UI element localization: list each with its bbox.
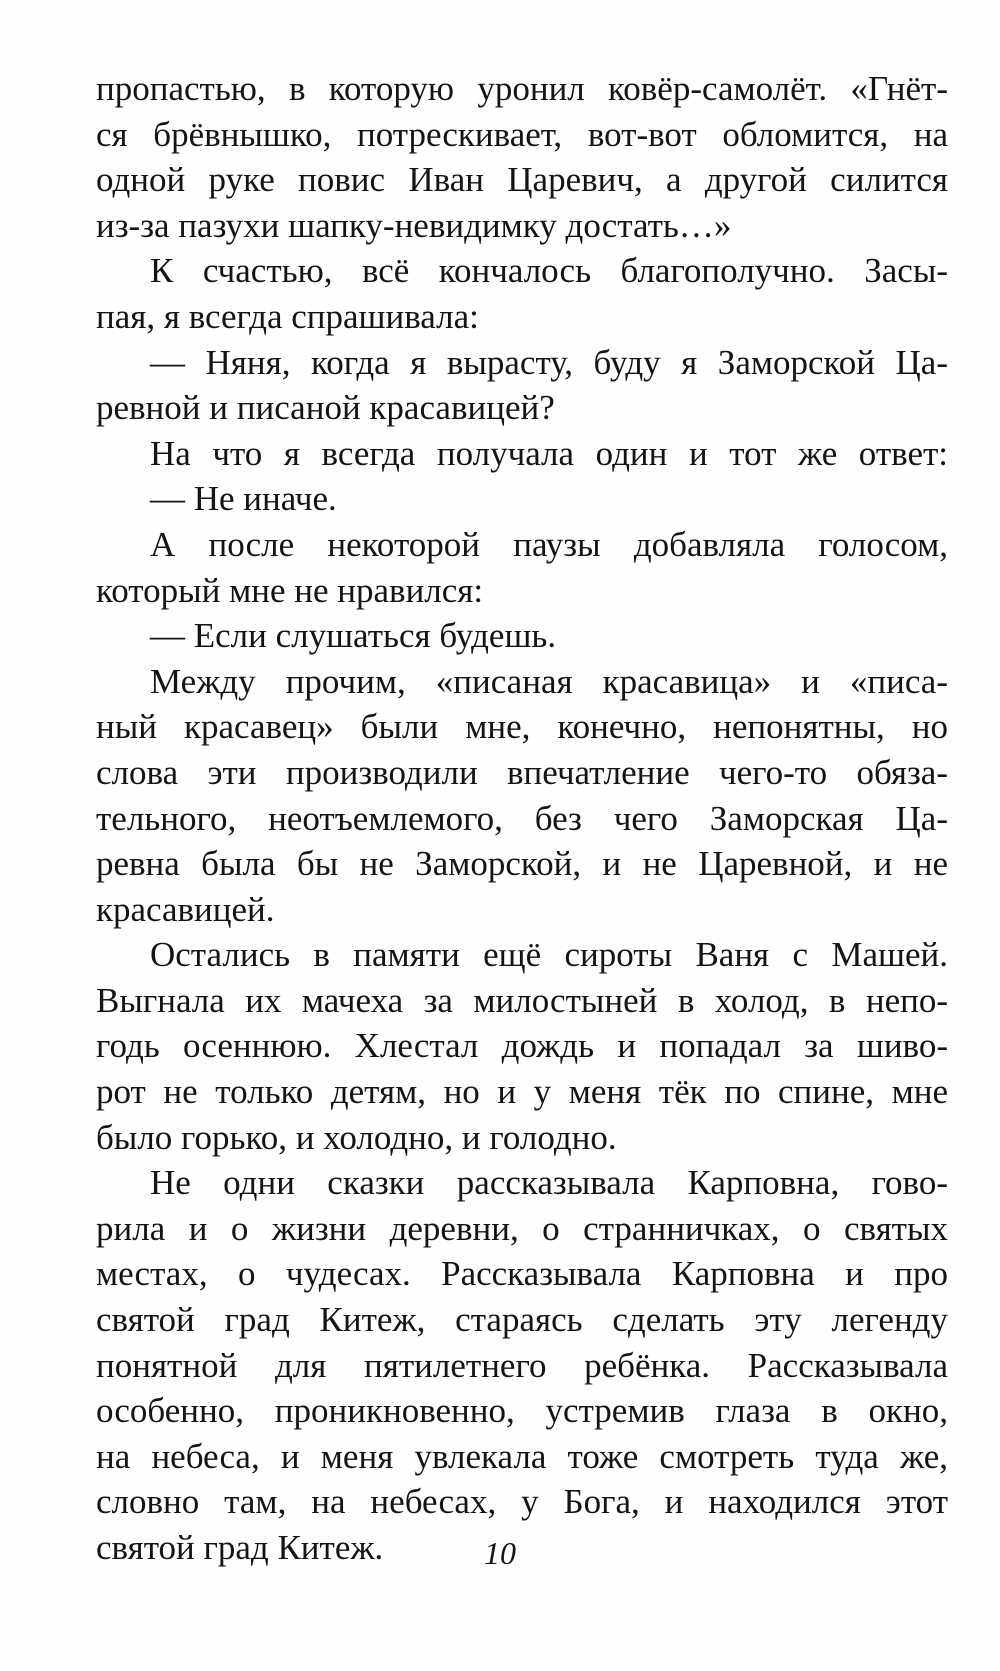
text-line: одной руке повис Иван Царевич, а другой силится (96, 160, 948, 200)
text-line: ревна была бы не Заморской, и не Царевной, и не (96, 844, 948, 884)
text-line: который мне не нравился: (96, 570, 484, 610)
text-line: На что я всегда получала один и тот же ответ: (150, 433, 948, 473)
text-line: Остались в памяти ещё сироты Ваня с Машей. (150, 935, 948, 975)
body-text (96, 66, 948, 1571)
text-line: из-за пазухи шапку-невидимку достать…» (96, 205, 732, 245)
text-line: — Не иначе. (150, 479, 337, 519)
text-line: годь осеннюю. Хлестал дождь и попадал за шиво- (96, 1026, 948, 1066)
text-line: Не одни сказки рассказывала Карповна, гово- (150, 1163, 948, 1203)
text-line: словно там, на небесах, у Бога, и находился этот (96, 1482, 948, 1522)
text-line: — Если слушаться будешь. (150, 616, 557, 656)
page-number: 10 (484, 1535, 516, 1571)
text-line: на небеса, и меня увлекала тоже смотреть туда же, (96, 1436, 948, 1476)
text-line: А после некоторой паузы добавляла голосом, (150, 524, 948, 564)
text-line: К счастью, всё кончалось благополучно. Засы- (150, 251, 948, 291)
text-line: Выгнала их мачеха за милостыней в холод, в непо- (96, 980, 948, 1020)
text-line: Между прочим, «писаная красавица» и «писа- (150, 661, 948, 701)
text-line: было горько, и холодно, и голодно. (96, 1117, 617, 1157)
text-line: святой град Китеж. (96, 1528, 384, 1567)
text-line: ревной и писаной красавицей? (96, 388, 555, 428)
text-line: особенно, проникновенно, устремив глаза в окно, (96, 1391, 948, 1431)
text-line: понятной для пятилетнего ребёнка. Рассказывала (96, 1345, 948, 1385)
text-line: тельного, неотъемлемого, без чего Заморская Ца- (96, 798, 948, 838)
text-line: красавицей. (96, 889, 275, 929)
text-line: пая, я всегда спрашивала: (96, 296, 479, 336)
text-line: ный красавец» были мне, конечно, непонятны, но (96, 707, 948, 747)
text-line: слова эти производили впечатление чего-то обяза- (96, 752, 948, 792)
text-line: святой град Китеж, стараясь сделать эту легенду (96, 1300, 948, 1340)
text-line: рила и о жизни деревни, о странничках, о святых (96, 1208, 948, 1248)
text-line: — Няня, когда я вырасту, буду я Заморской Ца- (150, 342, 948, 382)
text-line: местах, о чудесах. Рассказывала Карповна и про (96, 1254, 948, 1294)
text-line: ся брёвнышко, потрескивает, вот-вот обломится, на (96, 114, 948, 154)
text-line: пропастью, в которую уронил ковёр-самолёт. «Гнёт- (96, 69, 948, 108)
text-line: рот не только детям, но и у меня тёк по спине, мне (96, 1072, 948, 1112)
